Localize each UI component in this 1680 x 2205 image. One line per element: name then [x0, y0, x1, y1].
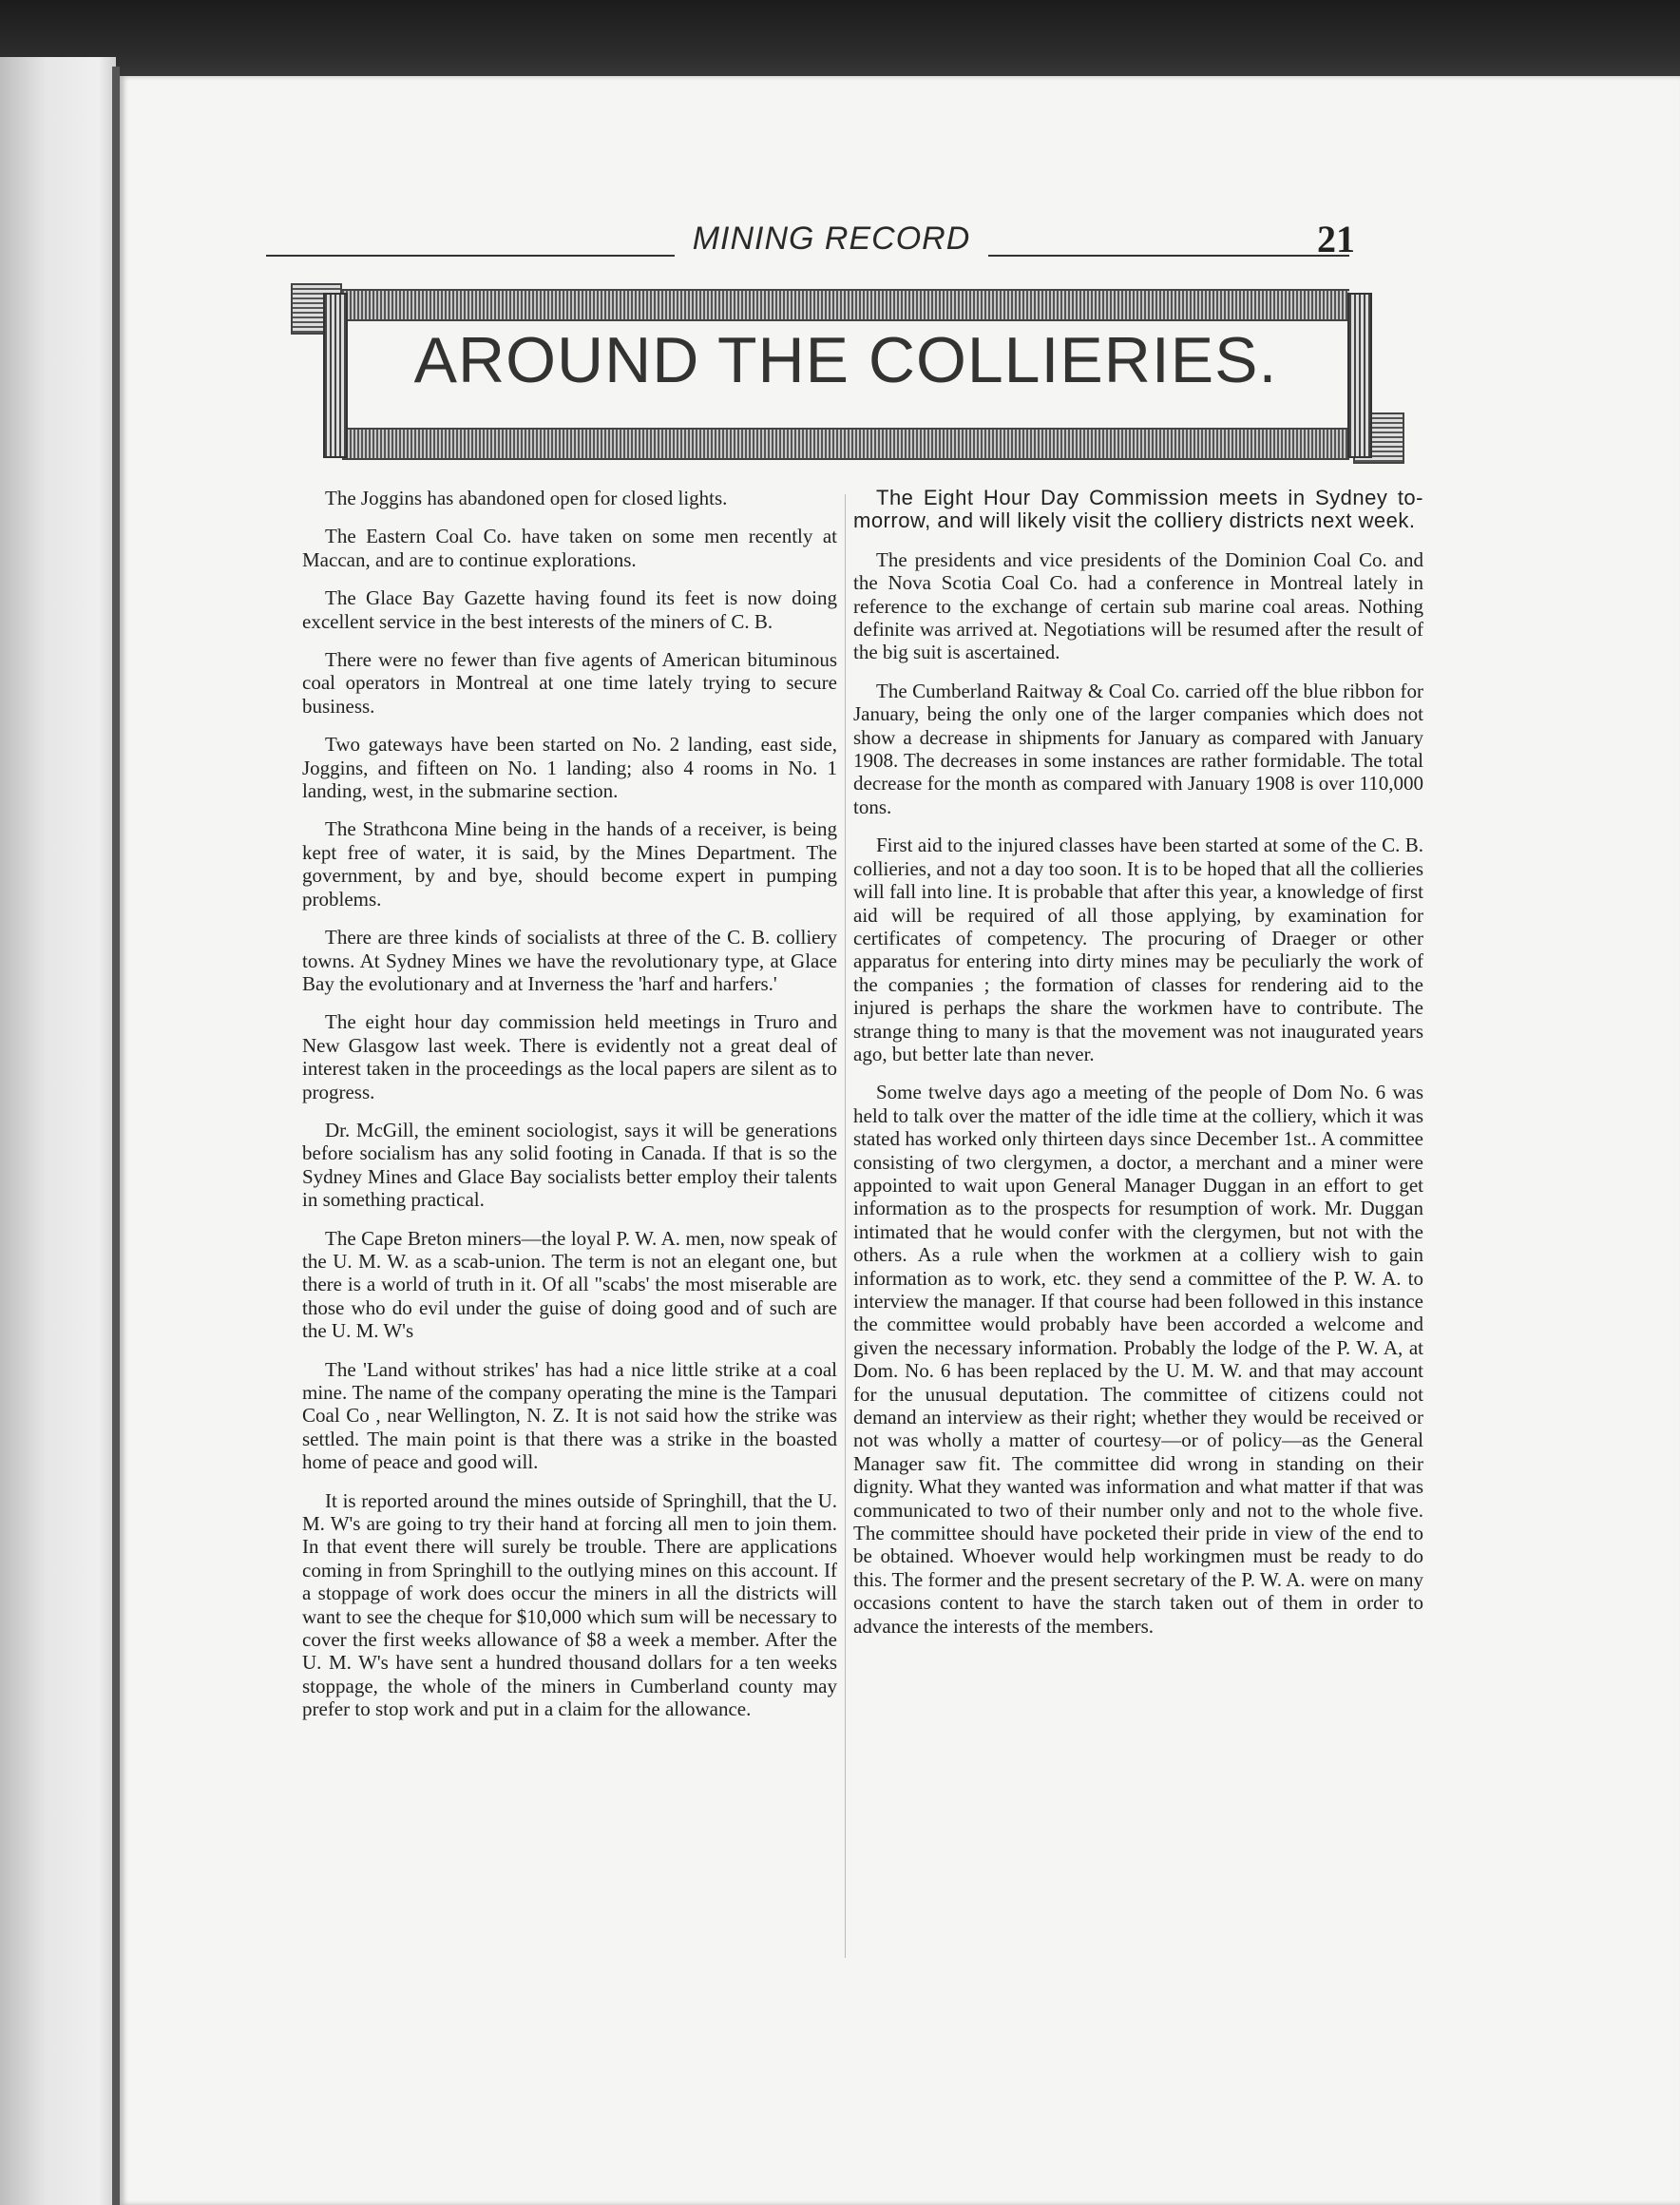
lead-news-item: The Eight Hour Day Commission meets in Sydney to-morrow, and will likely visit the colliery districts next week. — [853, 486, 1423, 533]
news-item: The Strathcona Mine being in the hands of a receiver, is being kept free of water, it is said, by the Mines Department. The government, by and bye, should become expert in pumping problems. — [302, 817, 837, 911]
facing-page-edge — [0, 57, 116, 2205]
news-item: Some twelve days ago a meeting of the people of Dom No. 6 was held to talk over the matter of the idle time at the colliery, which it was stated has worked only thirteen days since December 1st.. A committee consisting of two clergymen, a doctor, a merchant and a miner were appointed to wait upon General Manager Duggan in an effort to get information as to the prospects for resumption of work. Mr. Duggan intimated that he would confer with the clergymen, but not with the others. As a rule when the workmen at a colliery wish to gain information as to work, etc. they send a committee of the P. W. A. to interview the manager. If that course had been followed in this instance the committee would probably have been accorded a welcome and given the necessary information. Probably the lodge of the P. W. A, at Dom. No. 6 has been replaced by the U. M. W. and that may account for the unusual deputation. The committee of citizens could not demand an interview as their right; whether they would be received or not was wholly a matter of courtesy—or of policy—as the General Manager saw fit. The committee did wrong in standing on their dignity. What they wanted was information and what matter if that was communicated to two of their number only and not to the whole five. The committee should have pocketed their pride in view of the end to be obtained. Whoever would help workingmen must be ready to do this. The former and the present secretary of the P. W. A. were on many occasions content to have the starch taken out of them in order to advance the interests of the members. — [853, 1081, 1423, 1638]
section-title: AROUND THE COLLIERIES. — [413, 324, 1278, 396]
column-divider — [845, 494, 846, 1958]
news-item: It is reported around the mines outside of Springhill, that the U. M. W's are going to try their hand at forcing all men to join them. In that event there will surely be trouble. There are applications coming in from Springhill to the outlying mines on this account. If a stoppage of work does occur the miners in all the districts will want to see the cheque for $10,000 which sum will be necessary to cover the first weeks allowance of $8 a week a member. After the U. M. W's have sent a hundred thousand dollars for a ten weeks stoppage, the whole of the miners in Cumberland county may prefer to stop work and put in a claim for the allowance. — [302, 1488, 837, 1721]
header-rule-left — [266, 255, 675, 257]
banner-ornament-bottom — [342, 428, 1349, 460]
news-item: There were no fewer than five agents of American bituminous coal operators in Montreal at one time lately trying to secure business. — [302, 648, 837, 718]
page-binding-edge — [112, 67, 120, 2205]
news-item: The Cape Breton miners—the loyal P. W. A. men, now speak of the U. M. W. as a scab-union. The term is not an elegant one, but there is a world of truth in it. Of all "scabs' the most miserable are those who do evil under the guise of doing good and of such are the U. M. W's — [302, 1226, 837, 1343]
news-item: First aid to the injured classes have been started at some of the C. B. collieries, and not a day too soon. It is to be hoped that all the collieries will fall into line. It is probable that after this year, a knowledge of first aid will be required of all those applying, by examination for certificates of competency. The procuring of Draeger or other apparatus for entering into dirty mines may be peculiarly the work of the companies ; the formation of classes for rendering aid to the injured is perhaps the share the workmen have to contribute. The strange thing to many is that the movement was not inaugurated years ago, but better late than never. — [853, 834, 1423, 1065]
news-item: The Joggins has abandoned open for closed lights. — [325, 487, 728, 509]
header-rule-right — [988, 255, 1349, 257]
news-item: Dr. McGill, the eminent sociologist, says it will be generations before socialism has any solid footing in Canada. If that is so the Sydney Mines and Glace Bay socialists better employ their talents in something practical. — [302, 1118, 837, 1212]
running-title: MINING RECORD — [692, 220, 971, 257]
news-item: The 'Land without strikes' has had a nice little strike at a coal mine. The name of the company operating the mine is the Tampari Coal Co , near Wellington, N. Z. It is not said how the strike was settled. The main point is that there was a strike in the boasted home of peace and good will. — [302, 1357, 837, 1474]
news-item: There are three kinds of socialists at three of the C. B. colliery towns. At Sydney Mines we have the revolutionary type, at Glace Bay the evolutionary and at Inverness the 'harf and harfers.' — [302, 926, 837, 995]
news-item: The Glace Bay Gazette having found its feet is now doing excellent service in the best interests of the miners of C. B. — [302, 586, 837, 633]
banner-ornament-top — [342, 289, 1349, 321]
running-header — [266, 220, 1406, 259]
page-number: 21 — [1317, 218, 1355, 260]
right-column — [853, 487, 1423, 1653]
news-item: Two gateways have been started on No. 2 landing, east side, Joggins, and fifteen on No. 1 landing; also 4 rooms in No. 1 landing, west, in the submarine section. — [302, 733, 837, 803]
news-item: The Cumberland Raitway & Coal Co. carried off the blue ribbon for January, being the only one of the larger companies which does not show a decrease in shipments for January as compared with January 1908. The decreases in some instances are rather formidable. The total decrease for the month as compared with January 1908 is over 110,000 tons. — [853, 679, 1423, 818]
news-item: The eight hour day commission held meetings in Truro and New Glasgow last week. There is evidently not a great deal of interest taken in the proceedings as the local papers are silent as to progress. — [302, 1010, 837, 1103]
scanner-background — [0, 0, 1680, 82]
news-item: The Eastern Coal Co. have taken on some men recently at Maccan, and are to continue explorations. — [302, 525, 837, 571]
news-item: The presidents and vice presidents of the Dominion Coal Co. and the Nova Scotia Coal Co. had a conference in Montreal lately in reference to the exchange of certain sub marine coal areas. Nothing definite was arrived at. Negotiations will be resumed after the result of the big suit is ascertained. — [853, 547, 1423, 664]
left-column — [302, 487, 837, 1736]
section-banner — [285, 283, 1406, 464]
